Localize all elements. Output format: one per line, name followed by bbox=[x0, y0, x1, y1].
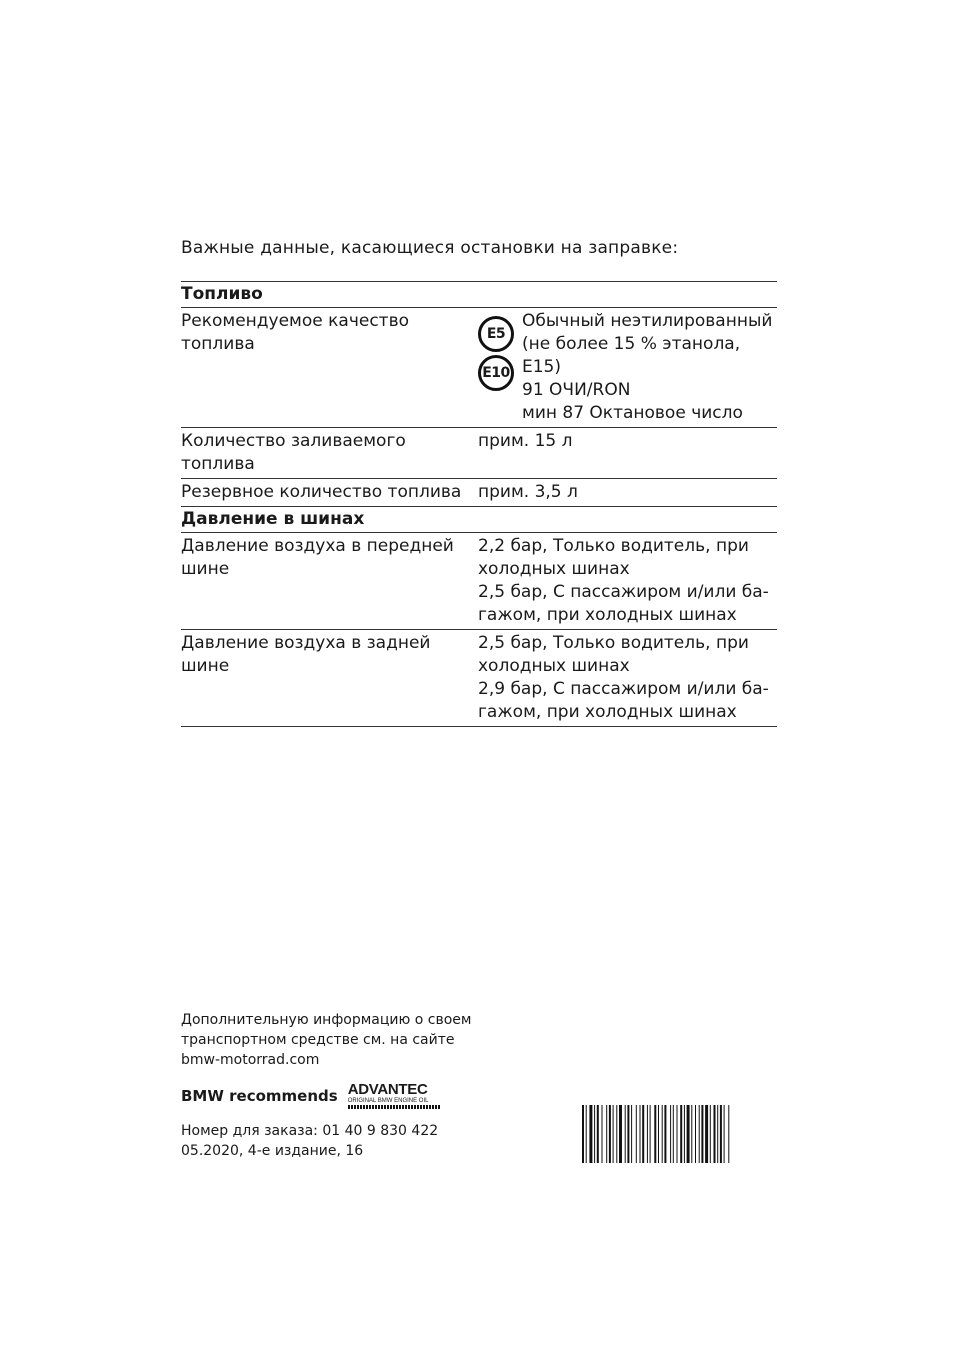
more-info-line: транспортном средстве см. на сайте bbox=[181, 1032, 455, 1048]
bmw-recommends bbox=[181, 1082, 481, 1109]
advantec-subtitle: ORIGINAL BMW ENGINE OIL bbox=[347, 1098, 429, 1104]
fuel-reserve-label: Резервное количество топлива bbox=[181, 482, 462, 502]
fuel-quality-line: 91 ОЧИ/RON bbox=[522, 380, 631, 400]
fuel-quality-lines bbox=[522, 310, 772, 425]
advantec-logo bbox=[348, 1082, 440, 1109]
fuel-amount-value: прим. 15 л bbox=[478, 431, 573, 451]
front-tyre-line: гажом, при холодных шинах bbox=[478, 605, 737, 625]
front-tyre-line: холодных шинах bbox=[478, 559, 630, 579]
fuel-quality-line: мин 87 Октановое число bbox=[522, 403, 743, 423]
row-front-tyre bbox=[181, 532, 777, 629]
section-fuel-heading: Топливо bbox=[181, 281, 777, 307]
refuel-data-table bbox=[181, 281, 777, 727]
row-fuel-reserve bbox=[181, 478, 777, 506]
fuel-quality-line: E15) bbox=[522, 357, 562, 377]
recommends-label: BMW recommends bbox=[181, 1086, 338, 1105]
e5-icon: E5 bbox=[478, 316, 514, 352]
fuel-quality-label: Рекомендуемое качество топлива bbox=[181, 311, 409, 354]
front-tyre-line: 2,2 бар, Только водитель, при bbox=[478, 536, 749, 556]
row-fuel-amount bbox=[181, 427, 777, 478]
rear-tyre-line: 2,9 бар, С пассажиром и/или ба- bbox=[478, 679, 769, 699]
order-info bbox=[181, 1121, 481, 1161]
rear-tyre-line: гажом, при холодных шинах bbox=[478, 702, 737, 722]
website-link[interactable]: bmw-motorrad.com bbox=[181, 1052, 320, 1068]
fuel-amount-label: Количество заливаемого топлива bbox=[181, 431, 406, 474]
edition-line: 05.2020, 4-е издание, 16 bbox=[181, 1143, 364, 1159]
more-info-line: Дополнительную информацию о своем bbox=[181, 1012, 472, 1028]
rear-tyre-line: холодных шинах bbox=[478, 656, 630, 676]
fuel-quality-line: Обычный неэтилированный bbox=[522, 311, 773, 331]
order-number: Номер для заказа: 01 40 9 830 422 bbox=[181, 1123, 439, 1139]
front-tyre-label-line: Давление воздуха в передней bbox=[181, 536, 454, 556]
fuel-quality-line: (не более 15 % этанола, bbox=[522, 334, 741, 354]
e10-icon: E10 bbox=[478, 355, 514, 391]
back-cover-footer bbox=[181, 1010, 481, 1161]
rear-tyre-label: Давление воздуха в задней шине bbox=[181, 633, 431, 676]
front-tyre-label bbox=[181, 535, 478, 627]
front-tyre-line: 2,5 бар, С пассажиром и/или ба- bbox=[478, 582, 769, 602]
front-tyre-label-line: шине bbox=[181, 559, 230, 579]
rear-tyre-value bbox=[478, 632, 777, 724]
intro-text: Важные данные, касающиеся остановки на заправке: bbox=[181, 238, 679, 258]
barcode-icon bbox=[582, 1105, 777, 1163]
row-rear-tyre bbox=[181, 629, 777, 727]
section-tyres-heading: Давление в шинах bbox=[181, 506, 777, 532]
front-tyre-value bbox=[478, 535, 777, 627]
row-fuel-quality bbox=[181, 307, 777, 427]
advantec-brand: ADVANTEC bbox=[347, 1081, 428, 1098]
more-info-text bbox=[181, 1010, 481, 1070]
fuel-quality-value bbox=[478, 310, 777, 425]
advantec-stripe-icon bbox=[348, 1105, 440, 1109]
fuel-reserve-value: прим. 3,5 л bbox=[478, 482, 578, 502]
rear-tyre-line: 2,5 бар, Только водитель, при bbox=[478, 633, 749, 653]
fuel-badges bbox=[478, 310, 518, 425]
